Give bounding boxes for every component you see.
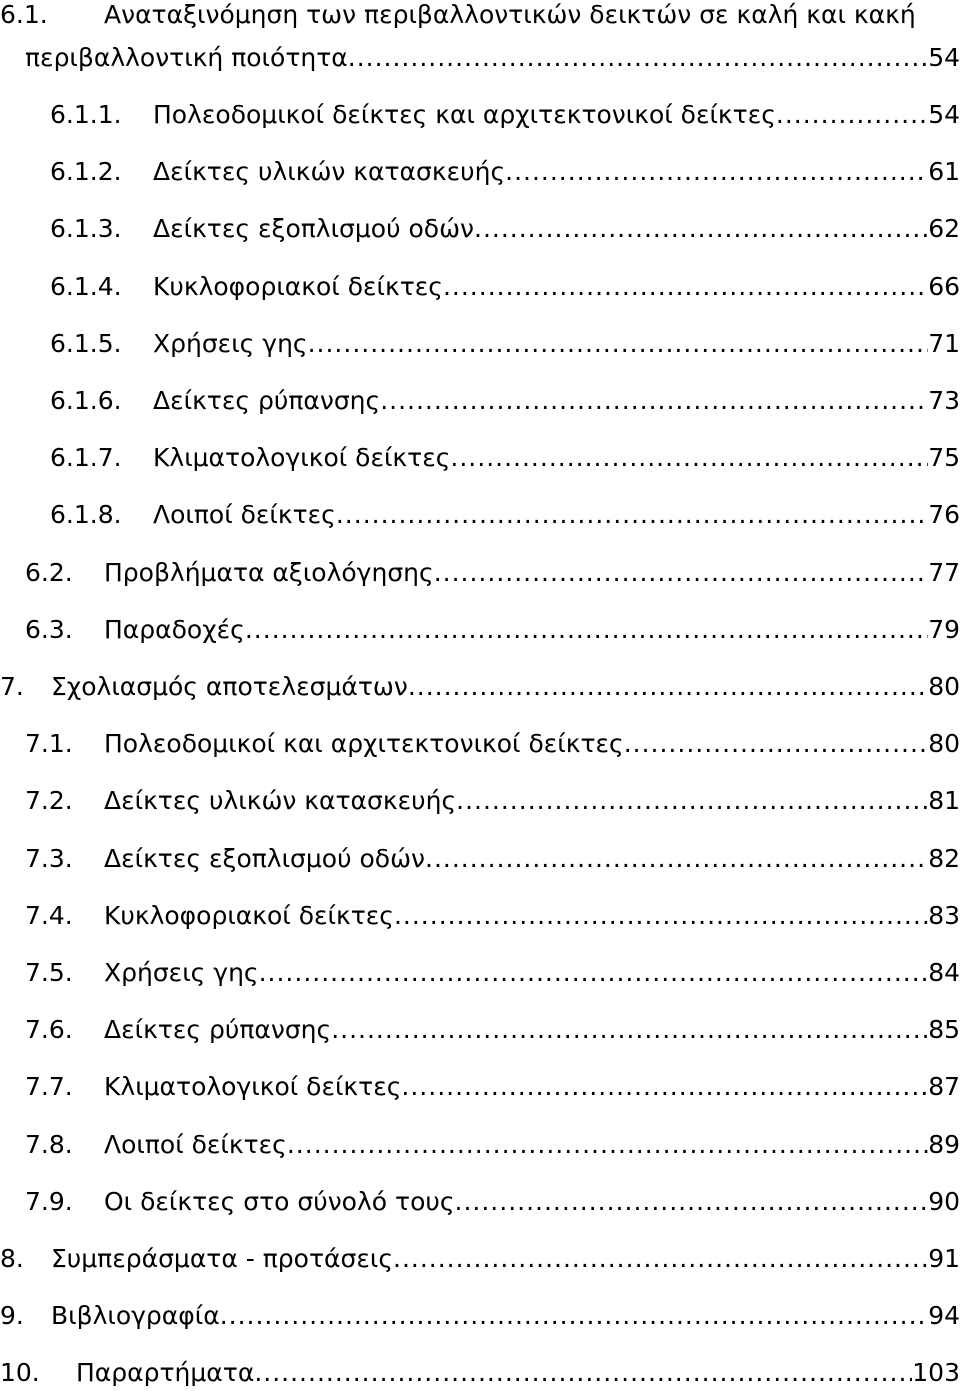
toc-entry-page: 62 — [928, 214, 960, 244]
toc-entry-page: 76 — [928, 500, 960, 530]
dot-leader — [401, 1072, 928, 1102]
toc-entry-line — [51, 1301, 960, 1331]
toc-entry-page: 89 — [928, 1129, 960, 1159]
dot-leader — [245, 615, 928, 645]
toc-entry-page: 80 — [928, 729, 960, 759]
dot-leader — [287, 1130, 928, 1160]
toc-entry-page: 61 — [928, 157, 960, 187]
toc-entry-line — [153, 500, 960, 530]
dot-leader — [336, 500, 928, 530]
toc-entry-number: 7.8. — [25, 1129, 73, 1159]
toc-entry-line — [104, 1130, 960, 1160]
toc-entry-title: Σχολιασμός αποτελεσμάτων — [51, 672, 408, 701]
toc-entry-number: 6.1.8. — [50, 500, 122, 530]
toc-entry-title: Δείκτες εξοπλισμού οδών — [104, 843, 425, 873]
toc-entry-number: 9. — [0, 1301, 24, 1331]
toc-entry-number: 6.1.2. — [50, 157, 122, 187]
toc-entry-title: Οι δείκτες στο σύνολό τους — [104, 1186, 455, 1216]
toc-entry[interactable] — [0, 1187, 960, 1217]
toc-entry-line — [153, 386, 960, 416]
toc-entry-number: 7.2. — [25, 786, 73, 816]
toc-entry-number: 8. — [0, 1244, 24, 1273]
toc-entry-number: 6.1.5. — [50, 328, 122, 358]
toc-entry-number: 7.6. — [25, 1015, 73, 1045]
toc-entry[interactable] — [0, 958, 960, 988]
toc-entry-number: 7.9. — [25, 1186, 73, 1216]
dot-leader — [394, 901, 928, 931]
toc-entry-number: 7.4. — [25, 900, 73, 930]
toc-entry-line — [51, 672, 960, 702]
toc-entry-number: 10. — [0, 1358, 40, 1388]
toc-entry-title: Πολεοδομικοί και αρχιτεκτονικοί δείκτες — [104, 729, 624, 759]
toc-entry-page: 90 — [928, 1186, 960, 1216]
toc-entry-title: Δείκτες ρύπανσης — [153, 386, 381, 415]
dot-leader — [380, 386, 928, 416]
toc-entry[interactable] — [0, 1015, 960, 1045]
toc-entry-title: Χρήσεις γης — [153, 328, 308, 358]
toc-entry-page: 87 — [928, 1072, 960, 1102]
dot-leader — [259, 958, 929, 988]
toc-entry-number: 6.1.6. — [50, 386, 122, 415]
toc-entry[interactable] — [0, 157, 960, 187]
toc-entry-number: 7.5. — [25, 958, 73, 987]
toc-entry-number: 6.3. — [25, 614, 73, 644]
toc-entry-page: 94 — [928, 1301, 960, 1331]
toc-entry[interactable] — [0, 786, 960, 816]
toc-entry-page: 80 — [928, 672, 960, 701]
dot-leader — [348, 43, 928, 73]
toc-entry-line — [104, 844, 960, 874]
toc-entry-title: Προβλήματα αξιολόγησης — [104, 557, 434, 587]
toc-entry-page: 54 — [928, 100, 960, 129]
toc-entry-title: Παραρτήματα — [76, 1358, 255, 1388]
toc-entry-line — [153, 100, 960, 130]
dot-leader — [425, 844, 928, 874]
toc-entry-line — [104, 729, 960, 759]
toc-entry-title: Κυκλοφοριακοί δείκτες — [153, 271, 443, 301]
toc-entry-page: 71 — [928, 328, 960, 358]
toc-entry-title: Χρήσεις γης — [104, 958, 259, 987]
toc-entry-title: Κλιματολογικοί δείκτες — [104, 1072, 402, 1102]
toc-entry-number: 7.3. — [25, 843, 73, 873]
dot-leader — [456, 786, 928, 816]
toc-entry-line — [153, 329, 960, 359]
dot-leader — [308, 329, 929, 359]
toc-entry-number: 6.1.4. — [50, 271, 122, 301]
toc-entry-line — [76, 1358, 960, 1388]
toc-entry[interactable] — [0, 901, 960, 931]
dot-leader — [624, 729, 928, 759]
dot-leader — [393, 1244, 928, 1274]
toc-entry-page: 73 — [928, 386, 960, 415]
toc-entry-line — [104, 1015, 960, 1045]
dot-leader — [505, 157, 928, 187]
toc-entry[interactable] — [0, 272, 960, 302]
toc-entry-title: Πολεοδομικοί δείκτες και αρχιτεκτονικοί δείκτες — [153, 100, 776, 129]
toc-entry[interactable] — [0, 672, 960, 702]
toc-entry-line — [153, 443, 960, 473]
toc-entry-page: 83 — [928, 900, 960, 930]
toc-entry-number: 6.1.1. — [50, 100, 122, 129]
toc-entry[interactable] — [0, 500, 960, 530]
toc-entry[interactable] — [0, 443, 960, 473]
toc-entry-title: Αναταξινόμηση των περιβαλλοντικών δεικτών σε καλή και κακή — [104, 0, 916, 29]
dot-leader — [474, 214, 928, 244]
dot-leader — [408, 672, 928, 702]
toc-entry[interactable] — [0, 329, 960, 359]
toc-entry-number: 6.2. — [25, 557, 73, 587]
toc-entry-page: 103 — [912, 1358, 960, 1388]
toc-entry-line — [104, 1187, 960, 1217]
toc-entry-title-continued: περιβαλλοντική ποιότητα — [25, 43, 348, 72]
toc-entry-line — [104, 615, 960, 645]
toc-entry-title: Δείκτες εξοπλισμού οδών — [153, 214, 474, 244]
toc-entry-number: 6.1.3. — [50, 214, 122, 244]
toc-entry-line — [104, 558, 960, 588]
toc-entry[interactable] — [0, 558, 960, 588]
toc-entry-page: 82 — [928, 843, 960, 873]
toc-entry[interactable] — [0, 1358, 960, 1388]
dot-leader — [450, 443, 928, 473]
toc-entry[interactable] — [0, 729, 960, 759]
toc-entry-line — [104, 901, 960, 931]
toc-entry-page: 75 — [928, 443, 960, 473]
toc-entry-title: Δείκτες ρύπανσης — [104, 1015, 332, 1045]
toc-entry-number: 7.1. — [25, 729, 73, 759]
toc-entry-line — [153, 157, 960, 187]
toc-entry-first[interactable] — [0, 0, 960, 30]
toc-entry-title: Παραδοχές — [104, 614, 245, 644]
toc-entry-title: Βιβλιογραφία — [51, 1301, 220, 1331]
toc-entry[interactable] — [0, 844, 960, 874]
toc-entry[interactable] — [0, 214, 960, 244]
toc-entry-page: 66 — [928, 271, 960, 301]
toc-entry-title: Κυκλοφοριακοί δείκτες — [104, 900, 394, 930]
toc-entry-number: 7.7. — [25, 1072, 73, 1102]
toc-entry-number: 6.1. — [0, 0, 48, 29]
toc-entry-title: Δείκτες υλικών κατασκευής — [153, 157, 506, 187]
toc-entry[interactable] — [0, 1301, 960, 1331]
toc-entry-title: Λοιποί δείκτες — [153, 500, 336, 530]
dot-leader — [220, 1301, 928, 1331]
toc-entry-line — [104, 786, 960, 816]
dot-leader — [331, 1015, 928, 1045]
toc-entry-page: 84 — [928, 958, 960, 987]
toc-entry-title: Κλιματολογικοί δείκτες — [153, 443, 451, 473]
dot-leader — [434, 558, 929, 588]
toc-entry-page: 77 — [928, 557, 960, 587]
toc-entry-line — [153, 272, 960, 302]
toc-entry-line — [104, 1072, 960, 1102]
toc-entry-line — [104, 958, 960, 988]
toc-entry[interactable] — [0, 1244, 960, 1274]
toc-entry-number: 6.1.7. — [50, 443, 122, 473]
toc-entry-first-continuation[interactable] — [25, 43, 960, 73]
toc-entry-line — [51, 1244, 960, 1274]
dot-leader — [776, 100, 928, 130]
toc-entry-page: 91 — [928, 1244, 960, 1273]
toc-entry-page: 81 — [928, 786, 960, 816]
toc-entry[interactable] — [0, 100, 960, 130]
toc-entry-number: 7. — [0, 672, 24, 701]
dot-leader — [443, 272, 928, 302]
dot-leader — [254, 1358, 912, 1388]
toc-entry-title: Δείκτες υλικών κατασκευής — [104, 786, 457, 816]
toc-entry-title: Συμπεράσματα - προτάσεις — [51, 1244, 393, 1273]
toc-entry[interactable] — [0, 615, 960, 645]
dot-leader — [455, 1187, 929, 1217]
toc-entry-page: 85 — [928, 1015, 960, 1045]
toc-entry[interactable] — [0, 1072, 960, 1102]
toc-entry-title: Λοιποί δείκτες — [104, 1129, 287, 1159]
toc-entry-page: 79 — [928, 614, 960, 644]
toc-entry-page: 54 — [928, 43, 960, 72]
toc-entry-line — [153, 214, 960, 244]
toc-entry[interactable] — [0, 1130, 960, 1160]
toc-entry[interactable] — [0, 386, 960, 416]
